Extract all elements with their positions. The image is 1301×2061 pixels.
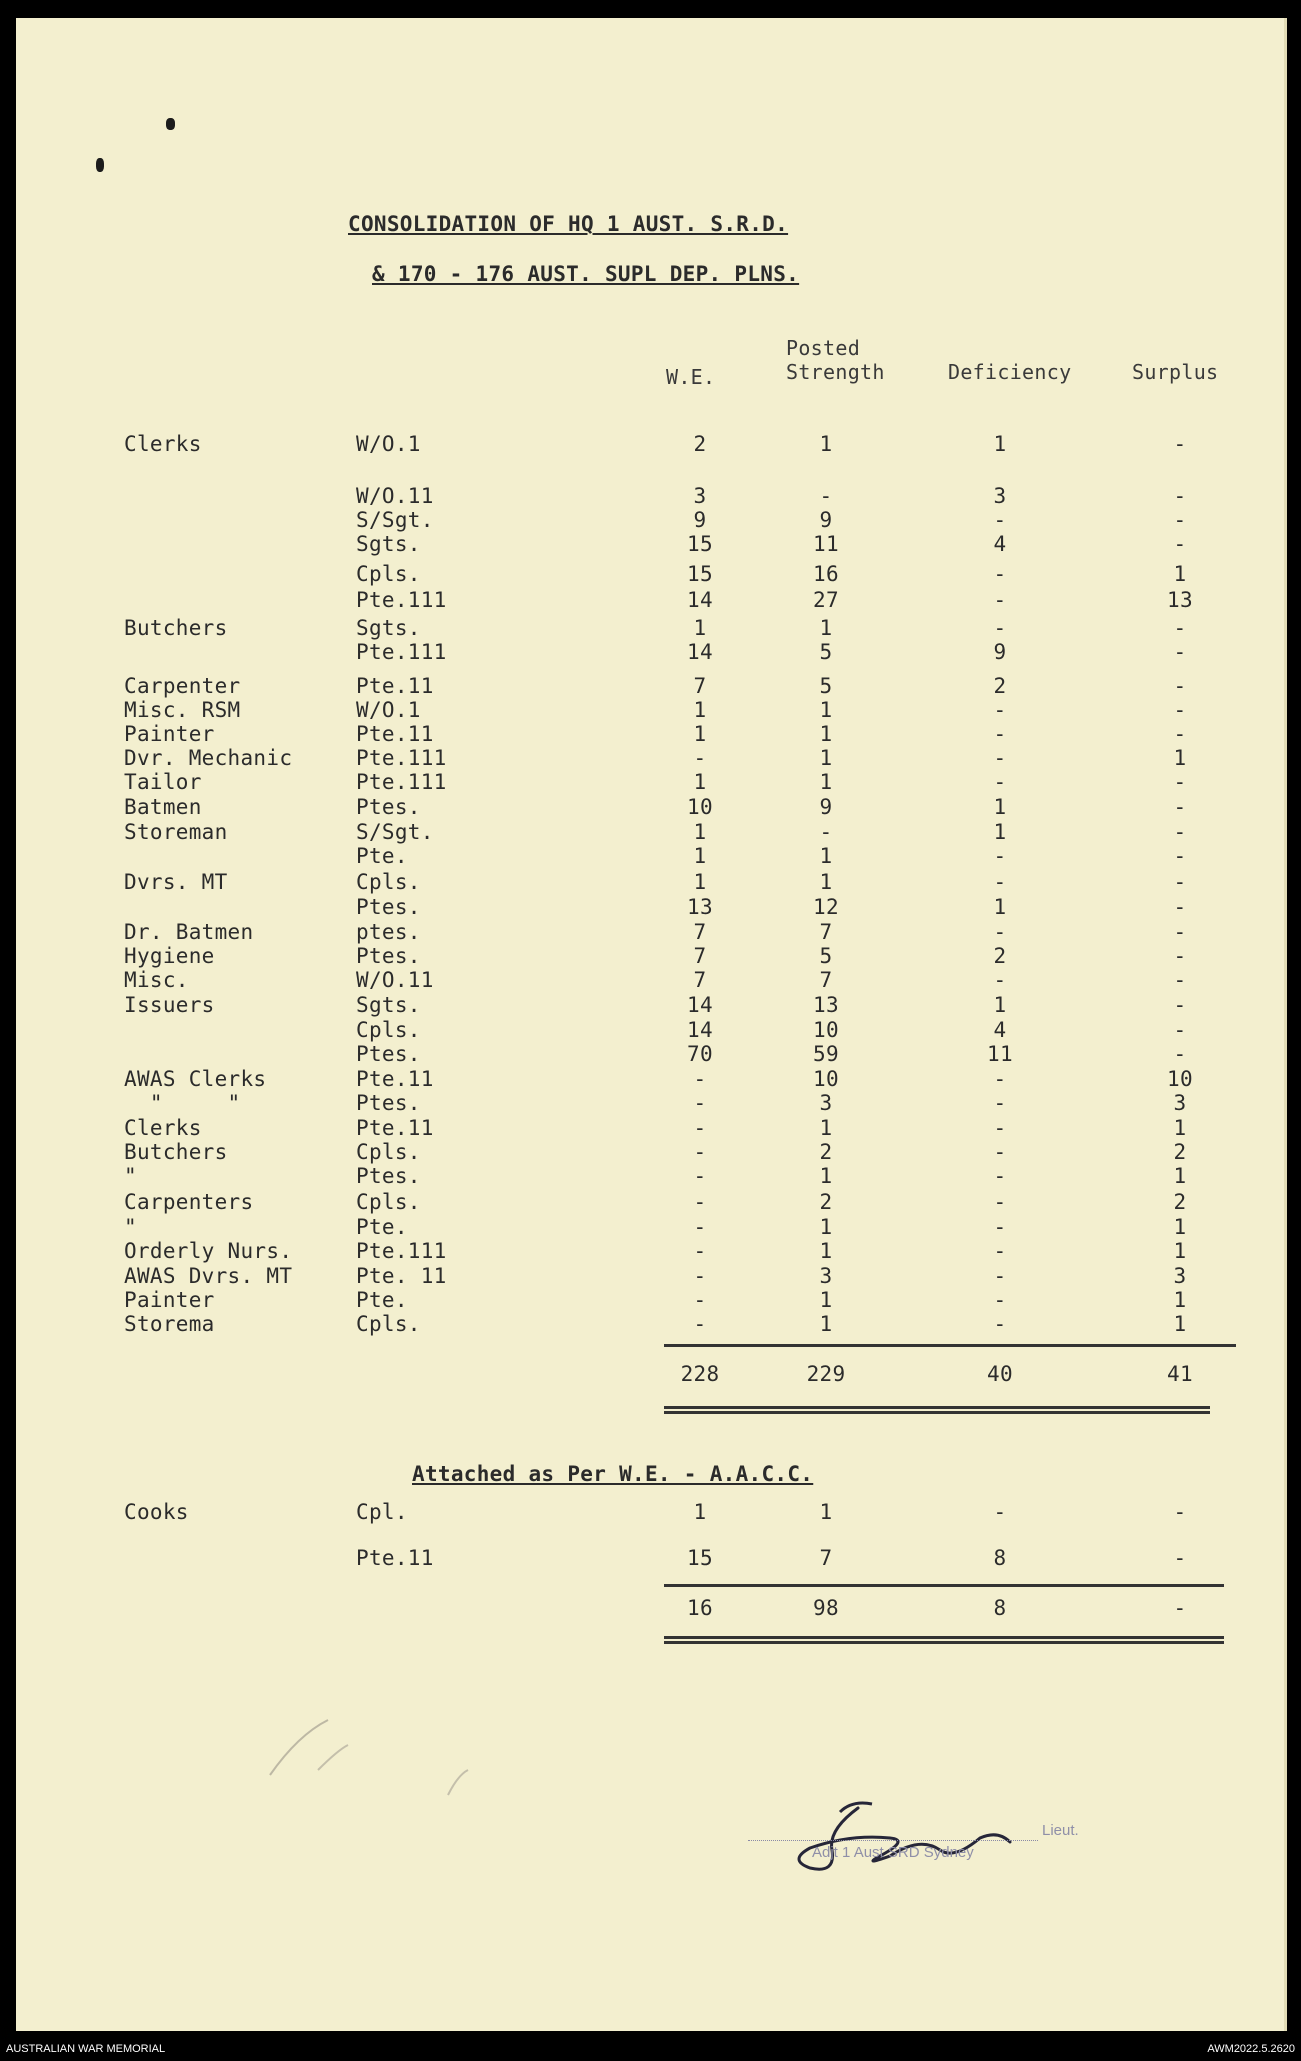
table-surplus-cell: - (1173, 968, 1187, 992)
table-surplus-cell: - (1173, 844, 1187, 868)
table-rank-cell: Pte. (356, 1288, 408, 1312)
header-we: W.E. (666, 365, 716, 389)
table-surplus-cell: - (1173, 770, 1187, 794)
table-rank-cell: Pte.111 (356, 1239, 447, 1263)
attached-deficiency-cell: - (993, 1500, 1007, 1524)
table-posted-cell: 1 (819, 698, 833, 722)
table-posted-cell: 5 (819, 944, 833, 968)
table-surplus-cell: 1 (1173, 1164, 1187, 1188)
total-posted: 229 (806, 1362, 846, 1386)
table-deficiency-cell: - (993, 770, 1007, 794)
table-deficiency-cell: - (993, 1239, 1007, 1263)
table-surplus-cell: 2 (1173, 1140, 1187, 1164)
table-role-cell: Clerks (124, 1116, 202, 1140)
attached-total-posted: 98 (813, 1596, 839, 1620)
table-posted-cell: 1 (819, 870, 833, 894)
header-strength: Strength (786, 360, 885, 384)
table-deficiency-cell: 2 (993, 944, 1007, 968)
attached-section-title: Attached as Per W.E. - A.A.C.C. (412, 1462, 814, 1486)
attached-total-deficiency: 8 (993, 1596, 1007, 1620)
table-role-cell: Carpenter (124, 674, 241, 698)
table-deficiency-cell: - (993, 588, 1007, 612)
table-we-cell: 14 (687, 588, 713, 612)
table-surplus-cell: - (1173, 920, 1187, 944)
attached-rank-cell: Pte.11 (356, 1546, 434, 1570)
attached-total-rule (664, 1641, 1224, 1644)
ink-speck (96, 158, 104, 172)
table-we-cell: - (693, 1116, 707, 1140)
table-surplus-cell: - (1173, 484, 1187, 508)
total-rule (664, 1411, 1210, 1414)
table-posted-cell: 7 (819, 920, 833, 944)
table-role-cell: " (124, 1164, 137, 1188)
table-we-cell: - (693, 1190, 707, 1214)
header-posted: Posted (786, 336, 861, 360)
table-rank-cell: W/O.1 (356, 432, 421, 456)
table-we-cell: 7 (693, 968, 707, 992)
table-posted-cell: 27 (813, 588, 839, 612)
table-deficiency-cell: 1 (993, 895, 1007, 919)
table-rank-cell: Pte.111 (356, 746, 447, 770)
table-posted-cell: 10 (813, 1018, 839, 1042)
table-role-cell: " " (124, 1091, 241, 1115)
table-surplus-cell: - (1173, 722, 1187, 746)
table-deficiency-cell: 11 (987, 1042, 1013, 1066)
table-we-cell: 7 (693, 674, 707, 698)
table-posted-cell: 1 (819, 1215, 833, 1239)
table-deficiency-cell: - (993, 1091, 1007, 1115)
table-deficiency-cell: - (993, 616, 1007, 640)
table-we-cell: 3 (693, 484, 707, 508)
table-rank-cell: S/Sgt. (356, 820, 434, 844)
table-rank-cell: Sgts. (356, 993, 421, 1017)
table-rank-cell: Pte.11 (356, 722, 434, 746)
table-rank-cell: S/Sgt. (356, 508, 434, 532)
table-we-cell: 1 (693, 870, 707, 894)
table-deficiency-cell: - (993, 1190, 1007, 1214)
table-surplus-cell: 1 (1173, 1239, 1187, 1263)
table-role-cell: AWAS Clerks (124, 1067, 267, 1091)
table-rank-cell: Pte. (356, 1215, 408, 1239)
table-role-cell: " (124, 1215, 137, 1239)
table-rank-cell: Ptes. (356, 895, 421, 919)
table-deficiency-cell: 4 (993, 532, 1007, 556)
table-rank-cell: W/O.11 (356, 484, 434, 508)
table-posted-cell: 2 (819, 1190, 833, 1214)
pencil-marks (268, 1715, 488, 1805)
total-surplus: 41 (1167, 1362, 1193, 1386)
attached-total-we: 16 (687, 1596, 713, 1620)
table-posted-cell: 1 (819, 1288, 833, 1312)
table-role-cell: Dvr. Mechanic (124, 746, 293, 770)
table-role-cell: Orderly Nurs. (124, 1239, 293, 1263)
table-rank-cell: Pte.111 (356, 770, 447, 794)
table-surplus-cell: - (1173, 532, 1187, 556)
table-deficiency-cell: - (993, 1264, 1007, 1288)
table-we-cell: 1 (693, 698, 707, 722)
table-deficiency-cell: - (993, 870, 1007, 894)
table-deficiency-cell: 1 (993, 820, 1007, 844)
attached-surplus-cell: - (1173, 1546, 1187, 1570)
table-posted-cell: 1 (819, 746, 833, 770)
table-deficiency-cell: - (993, 1067, 1007, 1091)
table-posted-cell: 1 (819, 722, 833, 746)
table-role-cell: Batmen (124, 795, 202, 819)
table-surplus-cell: - (1173, 870, 1187, 894)
table-deficiency-cell: - (993, 698, 1007, 722)
table-surplus-cell: - (1173, 795, 1187, 819)
table-posted-cell: 1 (819, 432, 833, 456)
table-rank-cell: Cpls. (356, 1018, 421, 1042)
table-we-cell: 1 (693, 844, 707, 868)
table-deficiency-cell: 1 (993, 795, 1007, 819)
table-surplus-cell: - (1173, 674, 1187, 698)
table-posted-cell: 3 (819, 1264, 833, 1288)
attached-posted-cell: 7 (819, 1546, 833, 1570)
attached-deficiency-cell: 8 (993, 1546, 1007, 1570)
table-posted-cell: 1 (819, 770, 833, 794)
table-surplus-cell: 1 (1173, 1288, 1187, 1312)
table-posted-cell: 2 (819, 1140, 833, 1164)
ink-speck (166, 118, 175, 130)
table-deficiency-cell: - (993, 508, 1007, 532)
table-role-cell: Painter (124, 1288, 215, 1312)
table-role-cell: Misc. RSM (124, 698, 241, 722)
table-rank-cell: Pte.111 (356, 640, 447, 664)
table-rank-cell: Cpls. (356, 562, 421, 586)
table-posted-cell: 59 (813, 1042, 839, 1066)
table-surplus-cell: 1 (1173, 562, 1187, 586)
footer-archive-name: AUSTRALIAN WAR MEMORIAL (6, 2043, 166, 2055)
table-deficiency-cell: - (993, 746, 1007, 770)
header-deficiency: Deficiency (948, 360, 1072, 384)
table-deficiency-cell: - (993, 1140, 1007, 1164)
table-posted-cell: 1 (819, 1239, 833, 1263)
table-we-cell: 9 (693, 508, 707, 532)
table-deficiency-cell: - (993, 562, 1007, 586)
table-we-cell: 13 (687, 895, 713, 919)
table-deficiency-cell: - (993, 1164, 1007, 1188)
table-role-cell: Hygiene (124, 944, 215, 968)
table-deficiency-cell: - (993, 968, 1007, 992)
table-rank-cell: ptes. (356, 920, 421, 944)
table-deficiency-cell: - (993, 1215, 1007, 1239)
table-posted-cell: 16 (813, 562, 839, 586)
table-rank-cell: Sgts. (356, 532, 421, 556)
table-we-cell: 14 (687, 640, 713, 664)
table-deficiency-cell: 1 (993, 432, 1007, 456)
table-we-cell: 7 (693, 920, 707, 944)
table-role-cell: Clerks (124, 432, 202, 456)
table-role-cell: AWAS Dvrs. MT (124, 1264, 293, 1288)
table-rank-cell: Ptes. (356, 1091, 421, 1115)
table-posted-cell: 7 (819, 968, 833, 992)
table-we-cell: - (693, 1215, 707, 1239)
table-deficiency-cell: - (993, 844, 1007, 868)
table-role-cell: Storeman (124, 820, 228, 844)
document-title-line2: & 170 - 176 AUST. SUPL DEP. PLNS. (372, 262, 800, 286)
table-surplus-cell: 3 (1173, 1264, 1187, 1288)
table-role-cell: Carpenters (124, 1190, 254, 1214)
table-surplus-cell: 1 (1173, 1312, 1187, 1336)
table-posted-cell: 10 (813, 1067, 839, 1091)
table-posted-cell: 12 (813, 895, 839, 919)
table-rank-cell: Cpls. (356, 1190, 421, 1214)
table-we-cell: - (693, 1239, 707, 1263)
attached-we-cell: 1 (693, 1500, 707, 1524)
table-rank-cell: W/O.11 (356, 968, 434, 992)
table-posted-cell: 9 (819, 508, 833, 532)
table-we-cell: - (693, 1264, 707, 1288)
table-we-cell: 14 (687, 993, 713, 1017)
total-deficiency: 40 (987, 1362, 1013, 1386)
table-surplus-cell: - (1173, 640, 1187, 664)
table-rank-cell: Sgts. (356, 616, 421, 640)
table-deficiency-cell: 1 (993, 993, 1007, 1017)
table-we-cell: - (693, 1067, 707, 1091)
table-posted-cell: - (819, 484, 833, 508)
table-posted-cell: 1 (819, 1164, 833, 1188)
table-posted-cell: - (819, 820, 833, 844)
attached-role-cell: Cooks (124, 1500, 189, 1524)
table-role-cell: Painter (124, 722, 215, 746)
table-deficiency-cell: 9 (993, 640, 1007, 664)
table-posted-cell: 1 (819, 844, 833, 868)
table-role-cell: Dvrs. MT (124, 870, 228, 894)
table-rank-cell: Pte.11 (356, 1067, 434, 1091)
table-surplus-cell: - (1173, 1042, 1187, 1066)
table-role-cell: Storema (124, 1312, 215, 1336)
table-surplus-cell: - (1173, 1018, 1187, 1042)
table-surplus-cell: - (1173, 820, 1187, 844)
table-surplus-cell: - (1173, 698, 1187, 722)
table-role-cell: Misc. (124, 968, 189, 992)
table-we-cell: 14 (687, 1018, 713, 1042)
table-surplus-cell: - (1173, 432, 1187, 456)
footer-record-id: AWM2022.5.2620 (1207, 2043, 1295, 2055)
table-rank-cell: Ptes. (356, 944, 421, 968)
table-surplus-cell: - (1173, 993, 1187, 1017)
table-posted-cell: 1 (819, 1116, 833, 1140)
document-page (16, 18, 1287, 2031)
table-rank-cell: Ptes. (356, 1164, 421, 1188)
table-we-cell: 1 (693, 770, 707, 794)
table-deficiency-cell: 2 (993, 674, 1007, 698)
signature-line (748, 1840, 1038, 1841)
total-rule (664, 1406, 1210, 1409)
table-rank-cell: Cpls. (356, 870, 421, 894)
table-we-cell: 1 (693, 616, 707, 640)
table-role-cell: Butchers (124, 616, 228, 640)
table-rank-cell: Pte.111 (356, 588, 447, 612)
table-deficiency-cell: - (993, 1116, 1007, 1140)
subtotal-rule (664, 1344, 1236, 1347)
table-deficiency-cell: - (993, 1312, 1007, 1336)
table-surplus-cell: - (1173, 616, 1187, 640)
table-we-cell: 1 (693, 820, 707, 844)
table-posted-cell: 5 (819, 640, 833, 664)
attached-subtotal-rule (664, 1584, 1224, 1587)
table-role-cell: Issuers (124, 993, 215, 1017)
table-we-cell: - (693, 1140, 707, 1164)
table-we-cell: - (693, 1164, 707, 1188)
table-rank-cell: Cpls. (356, 1312, 421, 1336)
table-surplus-cell: 2 (1173, 1190, 1187, 1214)
table-surplus-cell: 10 (1167, 1067, 1193, 1091)
table-surplus-cell: 1 (1173, 746, 1187, 770)
table-posted-cell: 9 (819, 795, 833, 819)
table-we-cell: 1 (693, 722, 707, 746)
signature-unit: Adjt 1 Aust SRD Sydney (812, 1844, 974, 1861)
attached-total-surplus: - (1173, 1596, 1187, 1620)
table-rank-cell: Pte.11 (356, 674, 434, 698)
table-we-cell: 7 (693, 944, 707, 968)
table-surplus-cell: 1 (1173, 1116, 1187, 1140)
attached-total-rule (664, 1636, 1224, 1639)
table-rank-cell: W/O.1 (356, 698, 421, 722)
table-rank-cell: Cpls. (356, 1140, 421, 1164)
table-surplus-cell: 3 (1173, 1091, 1187, 1115)
table-surplus-cell: - (1173, 895, 1187, 919)
attached-rank-cell: Cpl. (356, 1500, 408, 1524)
table-deficiency-cell: 3 (993, 484, 1007, 508)
table-posted-cell: 3 (819, 1091, 833, 1115)
table-we-cell: - (693, 1091, 707, 1115)
table-posted-cell: 1 (819, 1312, 833, 1336)
table-posted-cell: 1 (819, 616, 833, 640)
table-role-cell: Butchers (124, 1140, 228, 1164)
document-title-line1: CONSOLIDATION OF HQ 1 AUST. S.R.D. (348, 212, 789, 236)
table-posted-cell: 13 (813, 993, 839, 1017)
table-rank-cell: Pte.11 (356, 1116, 434, 1140)
table-posted-cell: 5 (819, 674, 833, 698)
table-deficiency-cell: - (993, 722, 1007, 746)
table-surplus-cell: - (1173, 508, 1187, 532)
attached-we-cell: 15 (687, 1546, 713, 1570)
table-deficiency-cell: - (993, 920, 1007, 944)
table-rank-cell: Ptes. (356, 795, 421, 819)
table-rank-cell: Pte. (356, 844, 408, 868)
attached-posted-cell: 1 (819, 1500, 833, 1524)
table-we-cell: 2 (693, 432, 707, 456)
signature-rank: Lieut. (1042, 1822, 1079, 1839)
attached-surplus-cell: - (1173, 1500, 1187, 1524)
table-deficiency-cell: - (993, 1288, 1007, 1312)
table-surplus-cell: 13 (1167, 588, 1193, 612)
table-we-cell: 15 (687, 562, 713, 586)
table-we-cell: 70 (687, 1042, 713, 1066)
table-posted-cell: 11 (813, 532, 839, 556)
table-we-cell: - (693, 1288, 707, 1312)
table-we-cell: 10 (687, 795, 713, 819)
total-we: 228 (680, 1362, 720, 1386)
table-rank-cell: Pte. 11 (356, 1264, 447, 1288)
table-role-cell: Tailor (124, 770, 202, 794)
table-we-cell: 15 (687, 532, 713, 556)
table-we-cell: - (693, 746, 707, 770)
table-we-cell: - (693, 1312, 707, 1336)
table-role-cell: Dr. Batmen (124, 920, 254, 944)
table-surplus-cell: - (1173, 944, 1187, 968)
table-deficiency-cell: 4 (993, 1018, 1007, 1042)
header-surplus: Surplus (1132, 360, 1219, 384)
table-surplus-cell: 1 (1173, 1215, 1187, 1239)
table-rank-cell: Ptes. (356, 1042, 421, 1066)
